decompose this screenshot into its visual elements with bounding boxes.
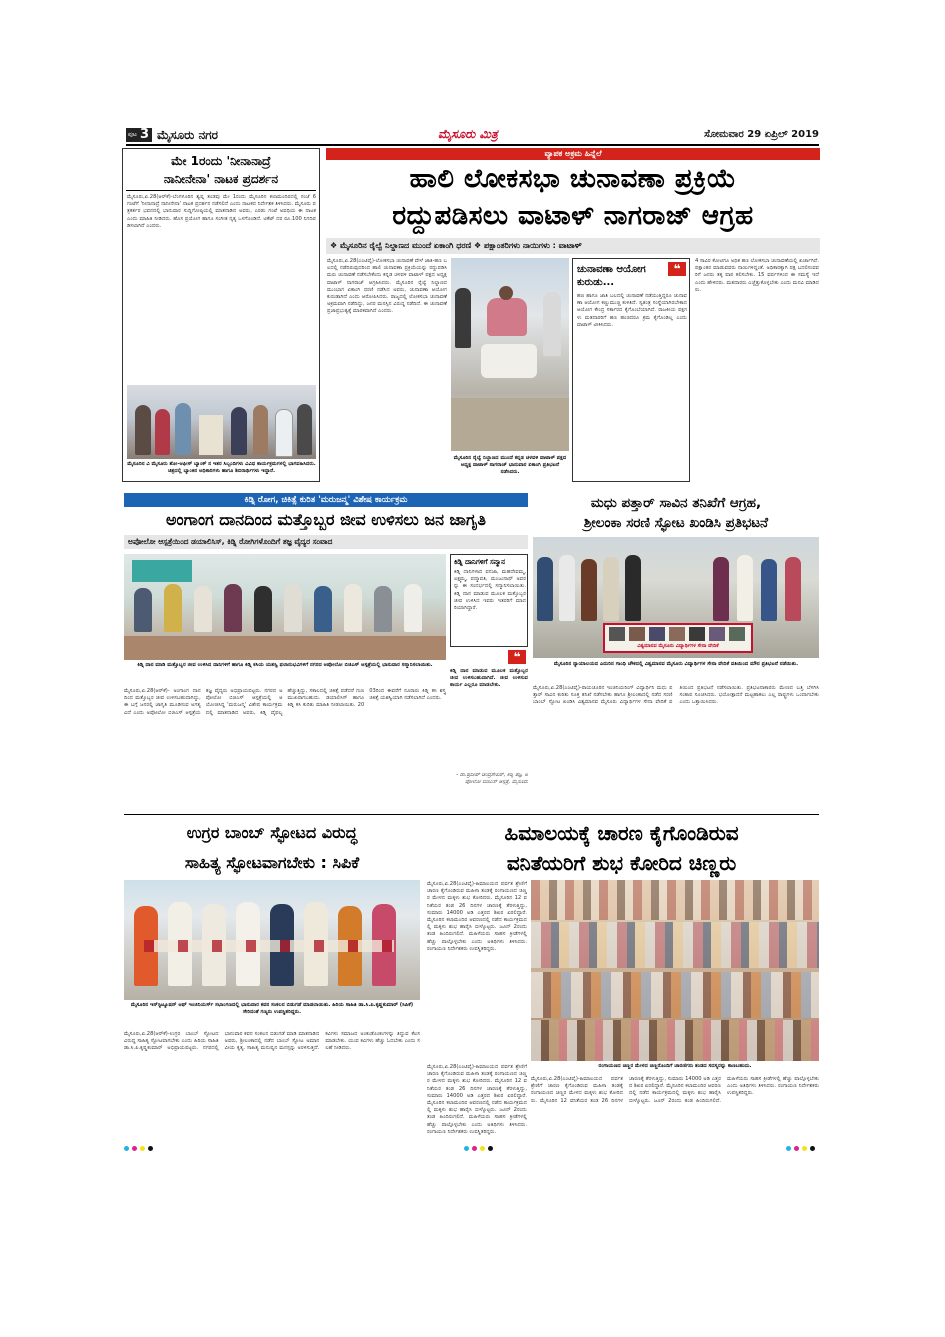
donation-caption: ಕಿಡ್ನಿ ದಾನ ಮಾಡಿ ಮತ್ತೊಬ್ಬರ ಜೀವ ಉಳಿಸಿದ ದಾನಿಗಳಿಗೆ ಹಾಗೂ ಕಿಡ್ನಿ ಕಸಿಯ ಯಶಸ್ವಿ ಫಲಾನುಭವಿಗಳಿಗೆ ನಗರದ ಅಪೋಲೋ ಬಿಜಿಎಸ್ ಆಸ್ಪತ್ರೆಯಲ್ಲಿ ಭಾನುವಾರ ಸನ್ಮಾನಿಸಲಾಯಿತು. [137,662,433,668]
lead-photo-caption: ಮೈಸೂರಿನ ರೈಲ್ವೆ ನಿಲ್ದಾಣದ ಮುಂದೆ ಕನ್ನಡ ಚಳವಳಿ ವಾಟಾಳ್ ಪಕ್ಷದ ಅಧ್ಯಕ್ಷ ವಾಟಾಳ್ ನಾಗರಾಜ್ ಭಾನುವಾರ ಏಕಾಂಗಿ ಪ್ರತಿಭಟನೆ ನಡೆಸಿದರು. [453,455,567,475]
himalaya-body-top: ಮೈಸೂರು,ಏ.28(ಎಂಟಿವೈ)-ಹಿಮಾಲಯದ ಪರ್ವತ ಶ್ರೇಣಿಗೆ ಚಾರಣ ಕೈಗೊಂಡಿರುವ ಮಹಿಳಾ ತಂಡಕ್ಕೆ ರಂಗಾಯಣದ ಚಿಣ್ಣರ ಮೇಳದ ಮಕ್ಕಳು ಶುಭ ಕೋರಿದರು. ಮೈಸೂರಿನ 12 ವನಿತೆಯರ ತಂಡ 26 ದಿನಗಳ ಚಾರಣಕ್ಕೆ ತೆರಳುತ್ತಿದ್ದು, ಸುಮಾರು 14000 ಅಡಿ ಎತ್ತರದ ಶಿಖರ ಏರಲಿದ್ದಾರೆ. ಮೈಸೂರಿನ ಕಲಾಮಂದಿರ ಆವರಣದಲ್ಲಿ ನಡೆದ ಕಾರ್ಯಕ್ರಮದಲ್ಲಿ ಮಕ್ಕಳು ಶುಭ ಹಾರೈಸಿ ಬೀಳ್ಕೊಟ್ಟರು. ಜೂನ್ 2ರಂದು ತಂಡ ಹಿಂದಿರುಗಲಿದೆ. ಮಹಿಳೆಯರು ಸಾಹಸ ಕ್ರೀಡೆಗಳಲ್ಲಿ ಹೆಚ್ಚು ಪಾಲ್ಗೊಳ್ಳಬೇಕು ಎಂದು ಅತಿಥಿಗಳು ತಿಳಿಸಿದರು. ರಂಗಾಯಣ ನಿರ್ದೇಶಕರು ಉಪಸ್ಥಿತರಿದ್ದರು. [427,881,527,952]
drama-rule [126,190,316,191]
section-name: ಮೈಸೂರು ನಗರ [157,128,219,142]
page-header [126,127,819,144]
protest-headline-line1: ಮಧು ಪತ್ತಾರ್ ಸಾವಿನ ತನಿಖೆಗೆ ಆಗ್ರಹ, [590,495,762,511]
page-tab [126,128,152,142]
donation-body: ಮೈಸೂರು,ಏ.28(ಆರ್‌ಕೆ)- ಅಂಗಾಂಗ ದಾನದಿಂದ ಮತ್ತೊಬ್ಬರ ಜೀವ ಉಳಿಸಬಹುದಾಗಿದ್ದು, ಈ ಬಗ್ಗೆ ಜನರಲ್ಲಿ ಜಾಗೃತಿ ಮೂಡಿಸುವ ಅಗತ್ಯವಿದೆ ಎಂದು ಅಪೋಲೋ ಬಿಜಿಎಸ್ ಆಸ್ಪತ್ರೆಯ ತಜ್ಞ ವೈದ್ಯರು ಅಭಿಪ್ರಾಯಪಟ್ಟರು. ನಗರದ ಅಪೋಲೋ ಬಿಜಿಎಸ್ ಆಸ್ಪತ್ರೆಯಲ್ಲಿ ಆಯೋಜಿಸಿದ್ದ 'ಮರುಜನ್ಮ' ವಿಶೇಷ ಕಾರ್ಯಕ್ರಮದಲ್ಲಿ ಮಾತನಾಡಿದ ಅವರು, ಕಿಡ್ನಿ ವೈಫಲ್ಯ ಹೆಚ್ಚುತ್ತಿದ್ದು, ಸಕಾಲದಲ್ಲಿ ಚಿಕಿತ್ಸೆ ಪಡೆದರೆ ಗುಣಮುಖರಾಗಬಹುದು. ಡಯಾಲಿಸಿಸ್ ಹಾಗೂ ಕಿಡ್ನಿ ಕಸಿ ಕುರಿತು ಮಾಹಿತಿ ನೀಡಲಾಯಿತು. 2003ರಿಂದ ಈವರೆಗೆ ನೂರಾರು ಕಿಡ್ನಿ ಕಸಿ ಶಸ್ತ್ರಚಿಕಿತ್ಸೆ ಯಶಸ್ವಿಯಾಗಿ ನಡೆಸಲಾಗಿದೆ ಎಂದರು. [124,688,446,716]
issue-date: ಸೋಮವಾರ 29 ಏಪ್ರಿಲ್ 2019 [704,129,819,140]
bomb-photo [124,880,420,1000]
himalaya-photo [531,880,819,1061]
registration-dot-icon [802,1146,807,1151]
bomb-headline-line1: ಉಗ್ರರ ಬಾಂಬ್ ಸ್ಫೋಟದ ವಿರುದ್ಧ [186,823,358,842]
masthead-logo: ಮೈಸೂರು ಮಿತ್ರ [438,127,498,141]
bomb-headline-line2: ಸಾಹಿತ್ಯ ಸ್ಫೋಟವಾಗಬೇಕು : ಸಿಪಿಕೆ [184,853,360,872]
lead-subhead: ❖ ಮೈಸೂರಿನ ರೈಲ್ವೆ ನಿಲ್ದಾಣದ ಮುಂದೆ ಏಕಾಂಗಿ ಧರಣಿ ❖ ಪಕ್ಷಾಂತರಿಗಳು ನಾಯಿಗಳು : ವಾಟಾಳ್ [330,241,582,250]
registration-dot-icon [480,1146,485,1151]
protest-headline-line2: ಶ್ರೀಲಂಕಾ ಸರಣಿ ಸ್ಫೋಟ ಖಂಡಿಸಿ ಪ್ರತಿಭಟನೆ [583,515,769,531]
sidebar-title: ಚುನಾವಣಾ ಆಯೋಗ ಕುರುಡು... [577,264,646,288]
page-label: ಪುಟ [128,131,137,138]
registration-dot-icon [488,1146,493,1151]
donation-box-body: ಕಿಡ್ನಿ ದಾನಿಗಳಾದ ವನಜಾ, ಮಹದೇವಮ್ಮ, ಲಕ್ಷ್ಮಮ್ಮ, ಪದ್ಮಾವತಿ, ಮಂಜುನಾಥ್ ಅವರನ್ನು ಈ ಸಂದರ್ಭದಲ್ಲಿ ಸನ್ಮಾನಿಸಲಾಯಿತು. ಕಿಡ್ನಿ ದಾನ ಮಾಡುವ ಮೂಲಕ ಮತ್ತೊಬ್ಬರ ಜೀವ ಉಳಿಸಿದ ಇವರು ಇತರರಿಗೆ ಮಾದರಿಯಾಗಿದ್ದಾರೆ. [454,569,526,612]
bomb-caption: ಮೈಸೂರಿನ ಇನ್‌ಸ್ಟಿಟ್ಯೂಷನ್ ಆಫ್ ಇಂಜಿನಿಯರ್ಸ್ ಸಭಾಂಗಣದಲ್ಲಿ ಭಾನುವಾರ ಕವನ ಸಂಕಲನ ಬಿಡುಗಡೆ ಮಾಡಲಾಯಿತು. ಹಿರಿಯ ಸಾಹಿತಿ ಡಾ.ಸಿ.ಪಿ.ಕೃಷ್ಣಕುಮಾರ್ (ಸಿಪಿಕೆ) ಸೇರಿದಂತೆ ಗಣ್ಯರು ಉಪಸ್ಥಿತರಿದ್ದರು. [130,1002,414,1015]
lead-headline [326,161,820,235]
drama-headline [126,152,316,188]
donation-quote: ಕಿಡ್ನಿ ದಾನ ಮಾಡುವ ಮೂಲಕ ಮತ್ತೊಬ್ಬರ ಜೀವ ಉಳಿಸಬಹುದಾಗಿದೆ. ಜೀವ ಉಳಿಸುವ ಕಾರ್ಯ ಎಲ್ಲರೂ ಮಾಡಬೇಕು. [450,668,528,689]
lead-headline-line2: ರದ್ದುಪಡಿಸಲು ವಾಟಾಳ್ ನಾಗರಾಜ್ ಆಗ್ರಹ [392,201,754,231]
bomb-body: ಮೈಸೂರು,ಏ.28(ಆರ್‌ಕೆ)-ಉಗ್ರರ ಬಾಂಬ್ ಸ್ಫೋಟದ ವಿರುದ್ಧ ಸಾಹಿತ್ಯ ಸ್ಫೋಟವಾಗಬೇಕು ಎಂದು ಹಿರಿಯ ಸಾಹಿತಿ ಡಾ.ಸಿ.ಪಿ.ಕೃಷ್ಣಕುಮಾರ್ ಅಭಿಪ್ರಾಯಪಟ್ಟರು. ನಗರದಲ್ಲಿ ಭಾನುವಾರ ಕವನ ಸಂಕಲನ ಬಿಡುಗಡೆ ಮಾಡಿ ಮಾತನಾಡಿದ ಅವರು, ಶ್ರೀಲಂಕಾದಲ್ಲಿ ನಡೆದ ಬಾಂಬ್ ಸ್ಫೋಟ ಅಮಾನವೀಯ ಕೃತ್ಯ. ಸಾಹಿತ್ಯ ಮನುಷ್ಯನ ಮನಸ್ಸನ್ನು ಅರಳಿಸುತ್ತದೆ. ಕವಿಗಳು ಸಮಾಜದ ಅಂಕುಡೊಂಕುಗಳನ್ನು ತಿದ್ದುವ ಕೆಲಸ ಮಾಡಬೇಕು. ಯುವ ಕವಿಗಳು ಹೆಚ್ಚು ಓದಬೇಕು ಎಂದು ಸಲಹೆ ನೀಡಿದರು. [124,1031,420,1052]
registration-dot-icon [124,1146,129,1151]
drama-caption: ಮೈಸೂರಿನ ವಿ ಮೈಸೂರು ಶೋ-ಆಫೀಸ್ ಬ್ಯಾಂಕ್ ನ ಇತರ ಸಿಬ್ಬಂದಿಗಳು ವಿವಿಧ ಕಾರ್ಯಕ್ರಮಗಳಲ್ಲಿ ಭಾಗವಹಿಸಿದರು. ಚಿತ್ರದಲ್ಲಿ ಬ್ಯಾಂಕಿನ ಅಧಿಕಾರಿಗಳು ಹಾಗೂ ಶಿಬಿರಾರ್ಥಿಗಳು ಇದ್ದಾರೆ. [127,461,316,474]
lead-kicker-bar [326,148,820,160]
protest-body: ಮೈಸೂರು,ಏ.28(ಎಂಟಿವೈ)-ರಾಯಚೂರಿನ ಇಂಜಿನಿಯರಿಂಗ್ ವಿದ್ಯಾರ್ಥಿನಿ ಮಧು ಪತ್ತಾರ್ ಸಾವಿನ ಕುರಿತು ಸೂಕ್ತ ತನಿಖೆ ನಡೆಸಬೇಕು ಹಾಗೂ ಶ್ರೀಲಂಕಾದಲ್ಲಿ ನಡೆದ ಸರಣಿ ಬಾಂಬ್ ಸ್ಫೋಟ ಖಂಡಿಸಿ ವಿಶ್ವಮಾನವ ಮೈಸೂರು ವಿದ್ಯಾರ್ಥಿಗಳ ಸೇನಾ ವೇದಿಕೆ ವತಿಯಿಂದ ಪ್ರತಿಭಟನೆ ನಡೆಸಲಾಯಿತು. ಪ್ರತಿಭಟನಾಕಾರರು ಮೇಣದ ಬತ್ತಿ ಬೆಳಗಿಸಿ ಸಂತಾಪ ಸೂಚಿಸಿದರು. ಭಯೋತ್ಪಾದನೆ ಮಟ್ಟಹಾಕಲು ಎಲ್ಲ ರಾಷ್ಟ್ರಗಳು ಒಂದಾಗಬೇಕು ಎಂದು ಒತ್ತಾಯಿಸಿದರು. [533,685,819,706]
himalaya-headline [424,818,819,878]
quote-mark-icon: ❝ [668,262,686,276]
lead-body: ಮೈಸೂರು,ಏ.28(ಎಂಟಿವೈ)-ಲೋಕಸಭಾ ಚುನಾವಣೆ ವೇಳೆ ಜಾತಿ-ಹಣ ಬಲದಲ್ಲಿ ನಡೆದಿರುವುದರಿಂದ ಹಾಲಿ ಚುನಾವಣಾ ಪ್ರಕ್ರಿಯೆಯನ್ನು ರದ್ದುಪಡಿಸಿ ಮರು ಚುನಾವಣೆ ನಡೆಸಬೇಕೆಂದು ಕನ್ನಡ ಚಳವಳಿ ವಾಟಾಳ್ ಪಕ್ಷದ ಅಧ್ಯಕ್ಷ ವಾಟಾಳ್ ನಾಗರಾಜ್ ಆಗ್ರಹಿಸಿದರು. ಮೈಸೂರಿನ ರೈಲ್ವೆ ನಿಲ್ದಾಣದ ಮುಂಭಾಗ ಏಕಾಂಗಿ ಧರಣಿ ನಡೆಸಿದ ಅವರು, ಚುನಾವಣಾ ಆಯೋಗ ಕುರುಡಾಗಿದೆ ಎಂದು ಆರೋಪಿಸಿದರು. ರಾಜ್ಯದಲ್ಲಿ ಲೋಕಸಭಾ ಚುನಾವಣೆ ಅಕ್ರಮವಾಗಿ ನಡೆದಿದ್ದು, ಜನರ ಮನಸ್ಸಿನ ವಿರುದ್ಧ ನಡೆದಿದೆ. ಈ ಚುನಾವಣೆ ಪ್ರಜಾಪ್ರಭುತ್ವಕ್ಕೆ ಮಾರಕವಾಗಿದೆ ಎಂದರು. [327,258,447,315]
page-number: 3 [140,127,150,142]
bomb-headline [124,818,420,878]
donation-kicker-bar [124,493,528,507]
protest-headline [533,493,819,533]
himalaya-body-columns: ಮೈಸೂರು,ಏ.28(ಎಂಟಿವೈ)-ಹಿಮಾಲಯದ ಪರ್ವತ ಶ್ರೇಣಿಗೆ ಚಾರಣ ಕೈಗೊಂಡಿರುವ ಮಹಿಳಾ ತಂಡಕ್ಕೆ ರಂಗಾಯಣದ ಚಿಣ್ಣರ ಮೇಳದ ಮಕ್ಕಳು ಶುಭ ಕೋರಿದರು. ಮೈಸೂರಿನ 12 ವನಿತೆಯರ ತಂಡ 26 ದಿನಗಳ ಚಾರಣಕ್ಕೆ ತೆರಳುತ್ತಿದ್ದು, ಸುಮಾರು 14000 ಅಡಿ ಎತ್ತರದ ಶಿಖರ ಏರಲಿದ್ದಾರೆ. ಮೈಸೂರಿನ ಕಲಾಮಂದಿರ ಆವರಣದಲ್ಲಿ ನಡೆದ ಕಾರ್ಯಕ್ರಮದಲ್ಲಿ ಮಕ್ಕಳು ಶುಭ ಹಾರೈಸಿ ಬೀಳ್ಕೊಟ್ಟರು. ಜೂನ್ 2ರಂದು ತಂಡ ಹಿಂದಿರುಗಲಿದೆ. ಮಹಿಳೆಯರು ಸಾಹಸ ಕ್ರೀಡೆಗಳಲ್ಲಿ ಹೆಚ್ಚು ಪಾಲ್ಗೊಳ್ಳಬೇಕು ಎಂದು ಅತಿಥಿಗಳು ತಿಳಿಸಿದರು. ರಂಗಾಯಣ ನಿರ್ದೇಶಕರು ಉಪಸ್ಥಿತರಿದ್ದರು. [531,1076,819,1104]
donation-quote-box [450,650,528,810]
donation-headline: ಅಂಗಾಂಗ ದಾನದಿಂದ ಮತ್ತೊಬ್ಬರ ಜೀವ ಉಳಿಸಲು ಜನ ಜಾಗೃತಿ [166,510,486,529]
lead-right-body: 4 ಸಾವಿರ ಕೋಟಿಗೂ ಅಧಿಕ ಹಣ ಲೋಕಸಭಾ ಚುನಾವಣೆಯಲ್ಲಿ ಖರ್ಚಾಗಿದೆ. ಪಕ್ಷಾಂತರ ಮಾಡುವವರು ನಾಯಿಗಳಿದ್ದಂತೆ. ಅಧಿಕಾರಕ್ಕಾಗಿ ಪಕ್ಷ ಬದಲಿಸುವವರಿಗೆ ಜನರು ತಕ್ಕ ಪಾಠ ಕಲಿಸಬೇಕು. 15 ವರ್ಷಗಳಿಂದ ಈ ಸಮಸ್ಯೆ ಇದೆ ಎಂದು ಹೇಳಿದರು. ಮತದಾರರು ಎಚ್ಚೆತ್ತುಕೊಳ್ಳಬೇಕು ಎಂದು ಮನವಿ ಮಾಡಿದರು. [695,258,819,293]
donation-box-title: ಕಿಡ್ನಿ ದಾನಿಗಳಿಗೆ ಸನ್ಮಾನ [454,558,505,566]
drama-photo [127,385,316,459]
lead-subhead-bar [326,238,820,254]
himalaya-caption: ರಂಗಾಯಣದ ಚಿಣ್ಣರ ಮೇಳದ ಚಿಣ್ಣರೊಂದಿಗೆ ಚಾರಣಿಗರು ತಂಡದ ಸದಸ್ಯರನ್ನು ಕಾಣಬಹುದು. [598,1063,752,1069]
lead-kicker: ವ್ಯಾಪಕ ಅಕ್ರಮ ಹಿನ್ನೆಲೆ [544,149,602,158]
donation-quote-author: - ಡಾ.ಪ್ರದೀಪ್ ಚಂದ್ರಶೇಖರ್, ಕಿಡ್ನಿ ತಜ್ಞ, ಅಪೋಲೋ ಬಿಜಿಎಸ್ ಆಸ್ಪತ್ರೆ, ಮೈಸೂರು [456,772,528,786]
drama-story [122,148,320,482]
protest-photo [533,537,819,658]
lead-photo [451,258,569,451]
donation-subhead-bar [124,535,528,549]
protest-banner [603,623,753,653]
donation-photo [124,554,446,660]
protest-caption: ಮೈಸೂರಿನ ನ್ಯಾಯಾಲಯದ ಎದುರಿನ ಗಾಂಧಿ ಚೌಕದಲ್ಲಿ ವಿಶ್ವಮಾನವ ಮೈಸೂರು ವಿದ್ಯಾರ್ಥಿಗಳ ಸೇನಾ ವೇದಿಕೆ ವತಿಯಿಂದ ಮೌನ ಪ್ರತಿಭಟನೆ ನಡೆಯಿತು. [553,661,799,667]
mid-rule [124,814,819,815]
protest-banner-text: ವಿಶ್ವಮಾನವ ಮೈಸೂರು ವಿದ್ಯಾರ್ಥಿಗಳ ಸೇನಾ ವೇದಿಕೆ [637,643,719,649]
himalaya-headline-line2: ವನಿತೆಯರಿಗೆ ಶುಭ ಕೋರಿದ ಚಿಣ್ಣರು [506,851,737,875]
drama-headline-line2: ನಾನೀನೇನಾ' ನಾಟಕ ಪ್ರದರ್ಶನ [163,172,279,186]
donation-kicker: ಕಿಡ್ನಿ ರೋಗ, ಚಿಕಿತ್ಸೆ ಕುರಿತ 'ಮರುಜನ್ಮ' ವಿಶೇಷ ಕಾರ್ಯಕ್ರಮ [244,495,408,505]
registration-dot-icon [140,1146,145,1151]
sidebar-body: ಹಣ ಹಾಗೂ ಜಾತಿ ಬಲದಲ್ಲಿ ಚುನಾವಣೆ ನಡೆಯುತ್ತಿದ್ದರೂ ಚುನಾವಣಾ ಆಯೋಗ ಕಣ್ಣುಮುಚ್ಚಿ ಕುಳಿತಿದೆ. ಸ್ವತಂತ್ರ ಸಂಸ್ಥೆಯಾಗಿರಬೇಕಾದ ಆಯೋಗ ಕೇಂದ್ರ ಸರ್ಕಾರದ ಕೈಗೊಂಬೆಯಾಗಿದೆ. ರಾಜಕೀಯ ಪಕ್ಷಗಳು ಮತದಾರರಿಗೆ ಹಣ ಹಂಚಿದರೂ ಕ್ರಮ ಕೈಗೊಂಡಿಲ್ಲ ಎಂದು ವಾಟಾಳ್ ಟೀಕಿಸಿದರು. [577,293,687,328]
registration-dot-icon [148,1146,153,1151]
registration-dot-icon [810,1146,815,1151]
lead-headline-line1: ಹಾಲಿ ಲೋಕಸಭಾ ಚುನಾವಣಾ ಪ್ರಕ್ರಿಯೆ [409,164,737,194]
himalaya-body-bottom: ಮೈಸೂರು,ಏ.28(ಎಂಟಿವೈ)-ಹಿಮಾಲಯದ ಪರ್ವತ ಶ್ರೇಣಿಗೆ ಚಾರಣ ಕೈಗೊಂಡಿರುವ ಮಹಿಳಾ ತಂಡಕ್ಕೆ ರಂಗಾಯಣದ ಚಿಣ್ಣರ ಮೇಳದ ಮಕ್ಕಳು ಶುಭ ಕೋರಿದರು. ಮೈಸೂರಿನ 12 ವನಿತೆಯರ ತಂಡ 26 ದಿನಗಳ ಚಾರಣಕ್ಕೆ ತೆರಳುತ್ತಿದ್ದು, ಸುಮಾರು 14000 ಅಡಿ ಎತ್ತರದ ಶಿಖರ ಏರಲಿದ್ದಾರೆ. ಮೈಸೂರಿನ ಕಲಾಮಂದಿರ ಆವರಣದಲ್ಲಿ ನಡೆದ ಕಾರ್ಯಕ್ರಮದಲ್ಲಿ ಮಕ್ಕಳು ಶುಭ ಹಾರೈಸಿ ಬೀಳ್ಕೊಟ್ಟರು. ಜೂನ್ 2ರಂದು ತಂಡ ಹಿಂದಿರುಗಲಿದೆ. ಮಹಿಳೆಯರು ಸಾಹಸ ಕ್ರೀಡೆಗಳಲ್ಲಿ ಹೆಚ್ಚು ಪಾಲ್ಗೊಳ್ಳಬೇಕು ಎಂದು ಅತಿಥಿಗಳು ತಿಳಿಸಿದರು. ರಂಗಾಯಣ ನಿರ್ದೇಶಕರು ಉಪಸ್ಥಿತರಿದ್ದರು. [427,1064,527,1135]
registration-dot-icon [472,1146,477,1151]
registration-dot-icon [464,1146,469,1151]
registration-dot-icon [132,1146,137,1151]
registration-dot-icon [786,1146,791,1151]
quote-mark-icon: ❝ [508,650,526,664]
drama-body: ಮೈಸೂರು,ಏ.28(ಆರ್‌ಕೆ)-ಬೆಂಗಳೂರಿನ ಶ್ವಪ್ನ ತಂಡವು ಮೇ 1ರಂದು ಮೈಸೂರಿನ ಕಲಾಮಂದಿರದಲ್ಲಿ ಸಂಜೆ 6 ಗಂಟೆಗೆ 'ನೀನಾನಾದ್ರೆ ನಾನೀನೇನಾ' ನಾಟಕ ಪ್ರದರ್ಶನ ನಡೆಸಲಿದೆ ಎಂದು ನಾಟಕದ ನಿರ್ದೇಶಕ ತಿಳಿಸಿದರು. ಮೈಸೂರು ಪತ್ರಕರ್ತರ ಭವನದಲ್ಲಿ ಭಾನುವಾರ ಸುದ್ದಿಗೋಷ್ಠಿಯಲ್ಲಿ ಮಾತನಾಡಿದ ಅವರು, ಎರಡು ಗಂಟೆ ಅವಧಿಯ ಈ ನಾಟಕ ಎಂದು ಮಾಹಿತಿ ನೀಡಿದರು. ಹೊಸ ಪ್ರಯೋಗ ಹಾಗೂ ಸಂಗೀತ ನೃತ್ಯ ಒಳಗೊಂಡಿದೆ. ಟಿಕೆಟ್ ದರ ರೂ.100 ನಿಗದಿಪಡಿಸಲಾಗಿದೆ ಎಂದರು. [127,194,316,229]
lead-sidebar-box [572,258,690,482]
registration-dot-icon [794,1146,799,1151]
donation-subhead: ಅಪೋಲೋ ಆಸ್ಪತ್ರೆಯಿಂದ ಡಯಾಲಿಸಿಸ್, ಕಿಡ್ನಿ ರೋಗಿಗಳೊಂದಿಗೆ ತಜ್ಞ ವೈದ್ಯರ ಸಂವಾದ [128,537,333,546]
himalaya-headline-line1: ಹಿಮಾಲಯಕ್ಕೆ ಚಾರಣ ಕೈಗೊಂಡಿರುವ [504,821,739,845]
drama-headline-line1: ಮೇ 1ರಂದು 'ನೀನಾನಾದ್ರೆ [171,154,271,168]
header-rule [126,144,819,146]
donation-box [450,554,528,647]
